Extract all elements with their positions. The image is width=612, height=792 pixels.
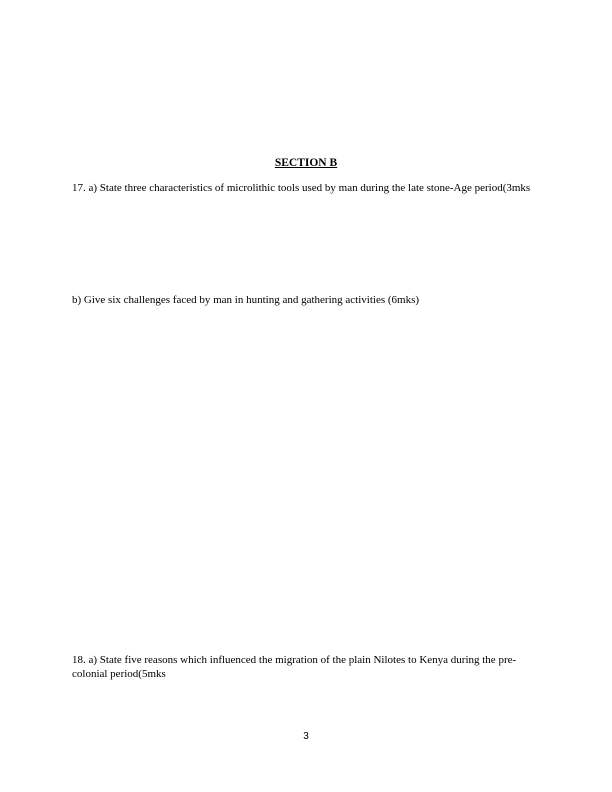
section-heading: SECTION B [274,157,338,169]
question-17a: 17. a) State three characteristics of microlithic tools used by man during the late stone-Age period(3mks [72,182,531,194]
question-17b: b) Give six challenges faced by man in hunting and gathering activities (6mks) [72,294,420,306]
question-18a: 18. a) State five reasons which influenced the migration of the plain Nilotes to Kenya during the pre-colonial period(5mks [72,654,517,680]
page-number: 3 [303,731,309,742]
